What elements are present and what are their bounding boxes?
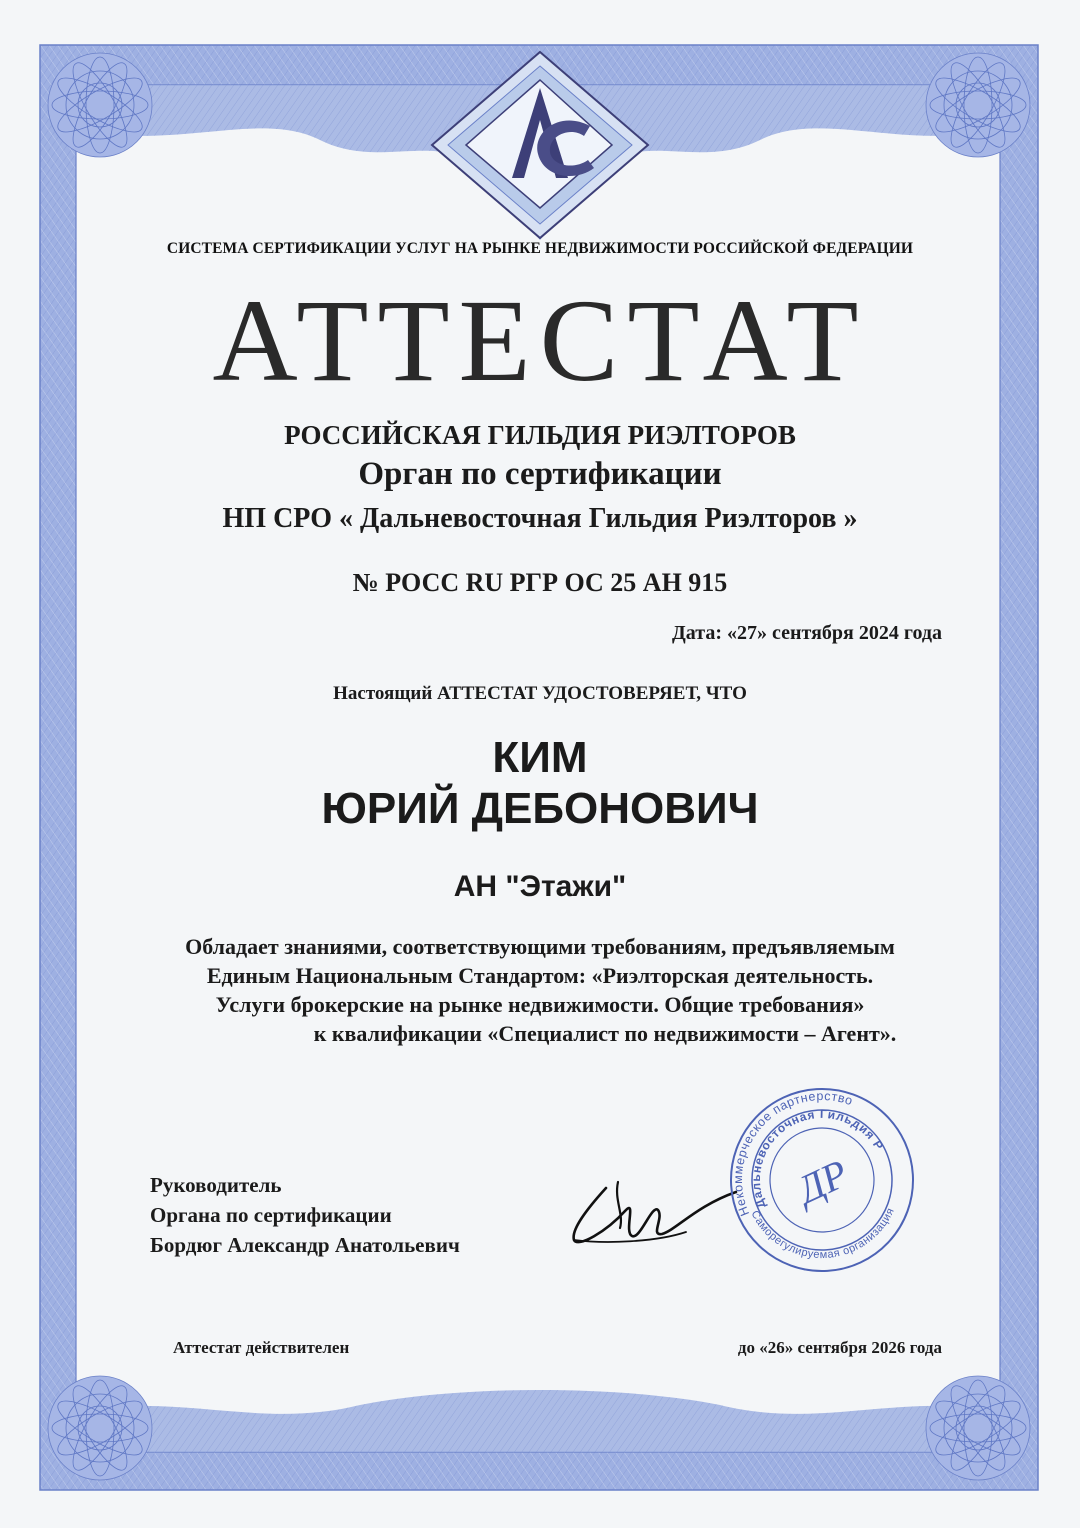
stamp-inner-text: Дальневосточная Гильдия Риэлторов <box>748 1106 887 1211</box>
qualification-line: к квалификации «Специалист по недвижимости – Агент». <box>313 1021 897 1046</box>
signer-role-body: Органа по сертификации <box>150 1203 392 1227</box>
stamp-monogram: ДР <box>790 1150 855 1213</box>
signer-role: Руководитель <box>150 1173 282 1197</box>
issue-date: Дата: «27» сентября 2024 года <box>672 622 942 644</box>
qualification-line: Услуги брокерские на рынке недвижимости. Общие требования» <box>215 992 865 1017</box>
certify-statement: Настоящий АТТЕСТАТ УДОСТОВЕРЯЕТ, ЧТО <box>333 683 747 704</box>
holder-given-names: ЮРИЙ ДЕБОНОВИЧ <box>321 784 759 833</box>
qualification-statement <box>0 932 1080 1048</box>
qualification-line: Единым Национальным Стандартом: «Риэлторская деятельность. <box>206 963 874 988</box>
document-title: АТТЕСТАТ <box>212 275 868 406</box>
stamp-bottom-text: Саморегулируемая организация <box>748 1205 897 1262</box>
organization-name: НП СРО « Дальневосточная Гильдия Риэлторов » <box>222 503 858 534</box>
holder-agency: АН "Этажи" <box>453 870 627 903</box>
signer-name: Бордюг Александр Анатольевич <box>150 1233 460 1257</box>
system-title: СИСТЕМА СЕРТИФИКАЦИИ УСЛУГ НА РЫНКЕ НЕДВИЖИМОСТИ РОССИЙСКОЙ ФЕДЕРАЦИИ <box>166 240 914 257</box>
certification-body: Орган по сертификации <box>358 456 722 492</box>
qualification-line: Обладает знаниями, соответствующими требованиям, предъявляемым <box>185 934 895 959</box>
stamp-outer-text: Некоммерческое партнерство <box>730 1088 855 1219</box>
validity-until: до «26» сентября 2026 года <box>737 1338 942 1357</box>
signer-block <box>150 1170 460 1260</box>
holder-surname: КИМ <box>492 733 588 782</box>
signature <box>566 1170 741 1265</box>
validity-label: Аттестат действителен <box>173 1338 350 1357</box>
guild-name: РОССИЙСКАЯ ГИЛЬДИЯ РИЭЛТОРОВ <box>284 420 796 450</box>
registration-number: № РОСС RU РГР ОС 25 АН 915 <box>352 568 728 597</box>
organization-stamp <box>727 1085 917 1275</box>
